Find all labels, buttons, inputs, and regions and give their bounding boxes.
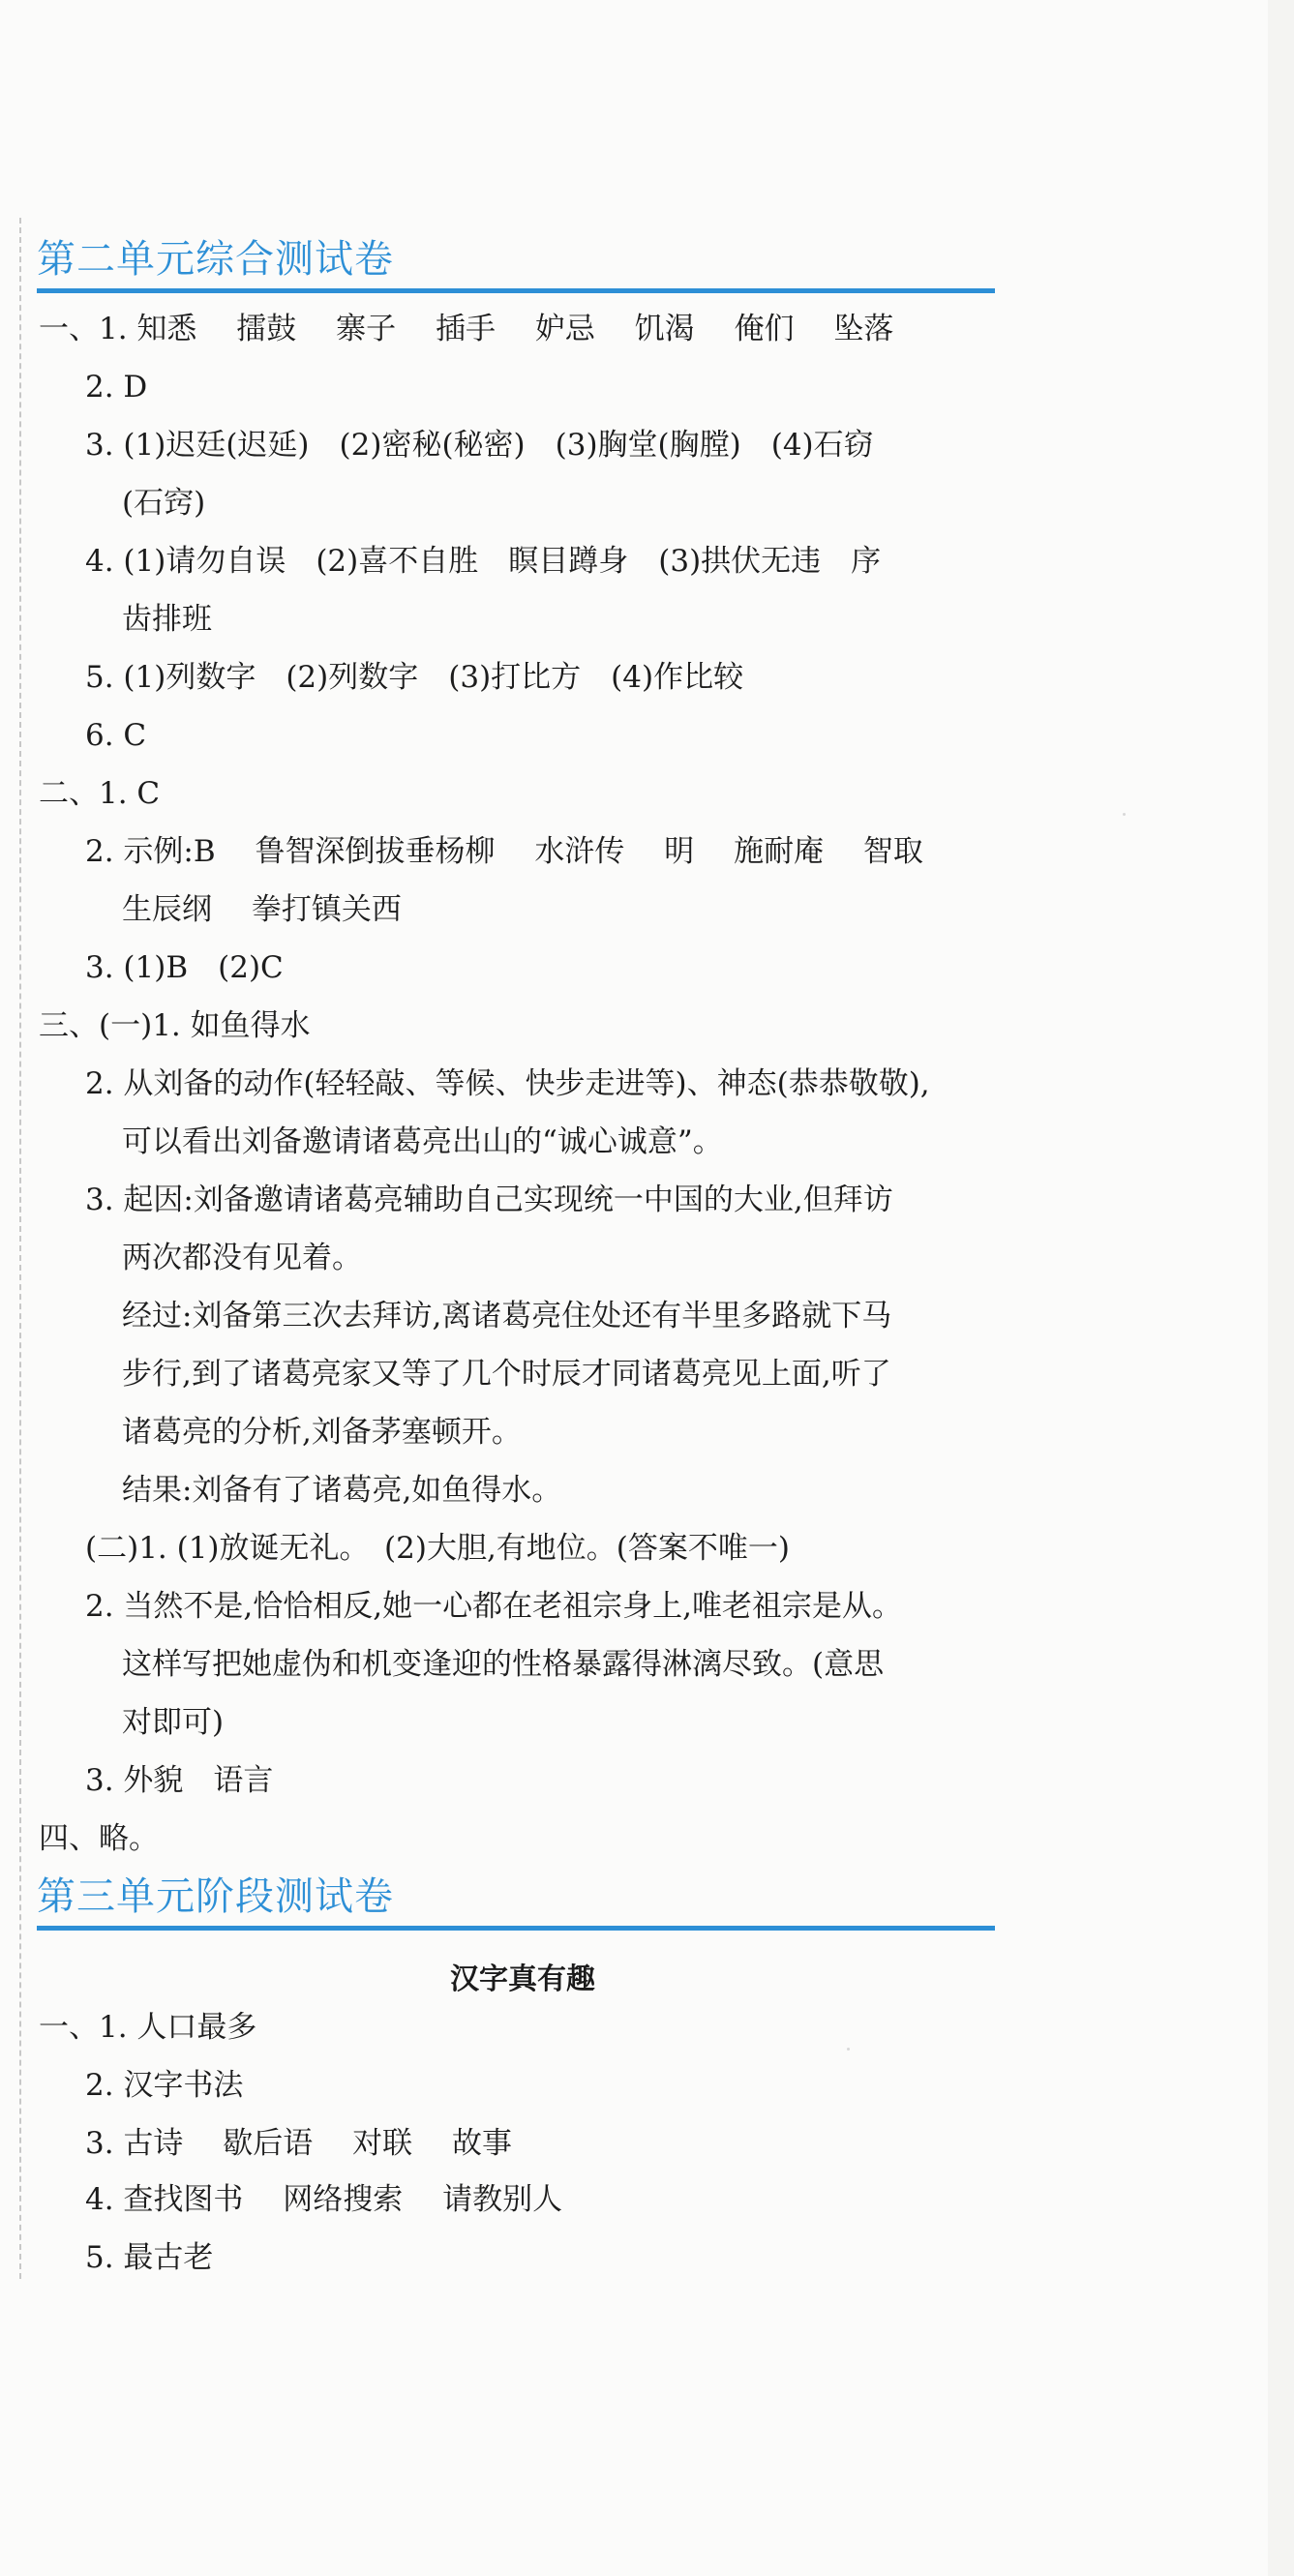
answer-line: 结果:刘备有了诸葛亮,如鱼得水。 bbox=[122, 1473, 562, 1508]
answer-line: 一、1. 知悉 擂鼓 寨子 插手 妒忌 饥渴 俺们 坠落 bbox=[39, 312, 894, 346]
answer-line: 二、1. C bbox=[39, 776, 161, 811]
section-3-title: 第三单元阶段测试卷 bbox=[37, 1874, 394, 1919]
scan-speck bbox=[847, 2048, 850, 2051]
answer-line: 四、略。 bbox=[39, 1821, 159, 1856]
section-2-title: 第二单元综合测试卷 bbox=[37, 237, 394, 282]
answer-line: 3. (1)B (2)C bbox=[85, 950, 284, 985]
answer-line: 2. 从刘备的动作(轻轻敲、等候、快步走进等)、神态(恭恭敬敬), bbox=[85, 1066, 930, 1101]
answer-line: 三、(一)1. 如鱼得水 bbox=[39, 1008, 311, 1043]
section-3-heading bbox=[37, 1866, 995, 1921]
answer-line: 诸葛亮的分析,刘备茅塞顿开。 bbox=[122, 1415, 522, 1450]
answer-line: 2. 汉字书法 bbox=[85, 2068, 244, 2103]
answer-line: 6. C bbox=[85, 718, 147, 753]
answer-line: 5. 最古老 bbox=[85, 2240, 214, 2275]
section-3-subtitle: 汉字真有趣 bbox=[450, 1962, 595, 1996]
answer-line: 4. 查找图书 网络搜索 请教别人 bbox=[85, 2182, 563, 2217]
answer-line: 3. (1)迟廷(迟延) (2)密秘(秘密) (3)胸堂(胸膛) (4)石窃 bbox=[85, 428, 874, 463]
section-2-heading-rule bbox=[37, 288, 995, 293]
section-2-heading bbox=[37, 228, 995, 284]
answer-line: 5. (1)列数字 (2)列数字 (3)打比方 (4)作比较 bbox=[85, 660, 744, 695]
answer-line: 对即可) bbox=[122, 1705, 225, 1740]
answer-line: 3. 起因:刘备邀请诸葛亮辅助自己实现统一中国的大业,但拜访 bbox=[85, 1183, 893, 1217]
answer-line: 可以看出刘备邀请诸葛亮出山的“诚心诚意”。 bbox=[122, 1124, 723, 1159]
answer-line: 经过:刘备第三次去拜访,离诸葛亮住处还有半里多路就下马 bbox=[122, 1299, 892, 1333]
section-3-heading-rule bbox=[37, 1926, 995, 1931]
answer-line: 2. D bbox=[85, 370, 148, 404]
answer-line: 步行,到了诸葛亮家又等了几个时辰才同诸葛亮见上面,听了 bbox=[122, 1357, 891, 1392]
answer-line: (二)1. (1)放诞无礼。 (2)大胆,有地位。(答案不唯一) bbox=[85, 1531, 790, 1566]
answer-line: 生辰纲 拳打镇关西 bbox=[122, 892, 402, 927]
answer-line: 两次都没有见着。 bbox=[122, 1241, 362, 1275]
answer-line: 齿排班 bbox=[122, 602, 212, 637]
answer-line: 2. 当然不是,恰恰相反,她一心都在老祖宗身上,唯老祖宗是从。 bbox=[85, 1589, 902, 1624]
answer-line: 这样写把她虚伪和机变逢迎的性格暴露得淋漓尽致。(意思 bbox=[122, 1647, 885, 1682]
answer-line: 4. (1)请勿自误 (2)喜不自胜 瞑目蹲身 (3)拱伏无违 序 bbox=[85, 544, 882, 579]
answer-line: 3. 外貌 语言 bbox=[85, 1763, 274, 1798]
answer-line: 3. 古诗 歇后语 对联 故事 bbox=[85, 2126, 512, 2161]
scan-speck bbox=[1123, 813, 1126, 816]
answer-line: 一、1. 人口最多 bbox=[39, 2010, 257, 2045]
answer-line: 2. 示例:B 鲁智深倒拔垂杨柳 水浒传 明 施耐庵 智取 bbox=[85, 834, 923, 869]
answer-line: (石窍) bbox=[122, 486, 206, 521]
